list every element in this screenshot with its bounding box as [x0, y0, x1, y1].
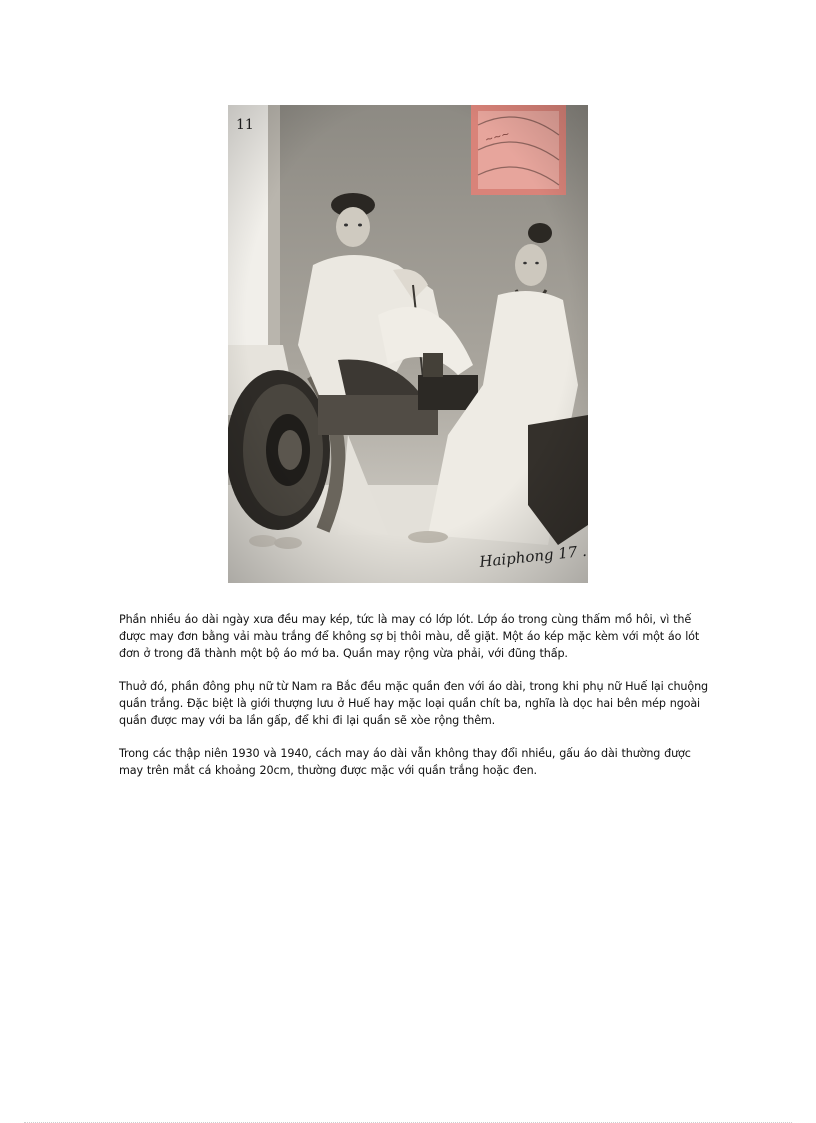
article-body — [119, 611, 709, 795]
vintage-portrait-photo — [228, 105, 588, 583]
paragraph-1: Phần nhiều áo dài ngày xưa đều may kép, tức là may có lớp lót. Lớp áo trong cùng thấm mồ hôi, vì thế được may đơn bằng vải màu trắng để không sợ bị thôi màu, dễ giặt. Một áo kép mặc kèm với một áo lót đơn ở trong đã thành một bộ áo mớ ba. Quần may rộng vừa phải, với đũng thấp. — [119, 613, 700, 660]
paragraph-3: Trong các thập niên 1930 và 1940, cách may áo dài vẫn không thay đổi nhiều, gấu áo dài thường được may trên mắt cá khoảng 20cm, thường được mặc với quần trắng hoặc đen. — [119, 747, 691, 777]
paragraph-2: Thuở đó, phần đông phụ nữ từ Nam ra Bắc đều mặc quần đen với áo dài, trong khi phụ nữ Huế lại chuộng quần trắng. Đặc biệt là giới thượng lưu ở Huế hay mặc loại quần chít ba, nghĩa là dọc hai bên mép ngoài quần được may với ba lần gấp, để khi đi lại quần sẽ xòe rộng thêm. — [119, 680, 708, 727]
historical-photo — [228, 105, 588, 583]
